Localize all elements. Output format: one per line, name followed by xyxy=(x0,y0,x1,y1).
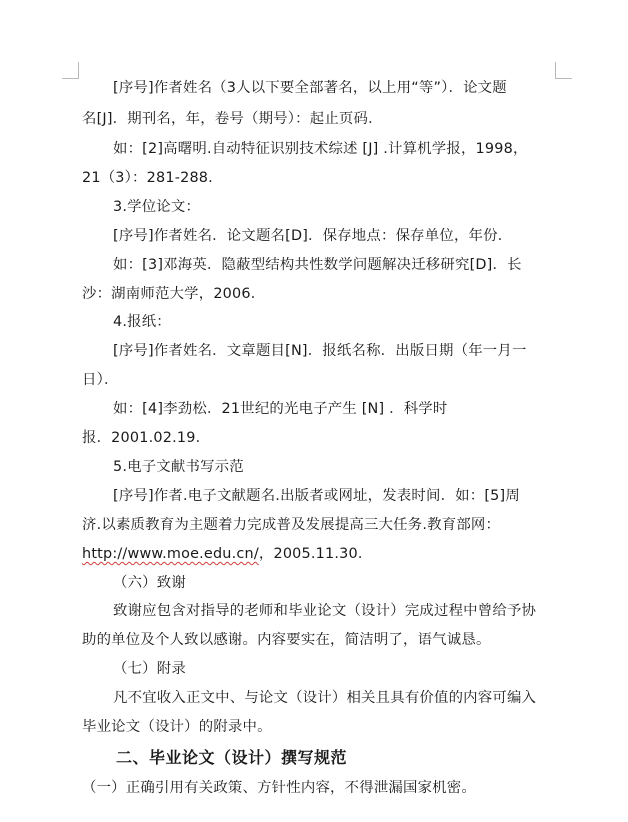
text-line: 21（3）：281-288. xyxy=(82,170,213,186)
section-heading: （六）致谢 xyxy=(113,575,186,591)
url-line xyxy=(82,544,372,564)
text-line: （一）正确引用有关政策、方针性内容，不得泄漏国家机密。 xyxy=(82,780,476,796)
text-line: 如：[3]邓海英．隐蔽型结构共性数学问题解决迁移研究[D]．长 xyxy=(113,257,522,273)
text-line: 毕业论文（设计）的附录中。 xyxy=(82,719,272,735)
text-line: 致谢应包含对指导的老师和毕业论文（设计）完成过程中曾给予协 xyxy=(113,603,537,619)
text-line: 凡不宜收入正文中、与论文（设计）相关且具有价值的内容可编入 xyxy=(113,690,537,706)
section-heading: （七）附录 xyxy=(113,661,186,677)
text-line: 济.以素质教育为主题着力完成普及发展提高三大任务.教育部网： xyxy=(82,517,501,533)
text-line: [序号]作者.电子文献题名.出版者或网址，发表时间．如：[5]周 xyxy=(113,488,520,504)
left-margin-corner-mark xyxy=(62,62,79,79)
text-line: [序号]作者姓名．论文题名[D]．保存地点：保存单位，年份． xyxy=(113,228,513,244)
text-line: 助的单位及个人致以感谢。内容要实在，简洁明了，语气诚恳。 xyxy=(82,632,491,648)
text-line: 名[J]．期刊名，年，卷号（期号）：起止页码． xyxy=(82,111,383,127)
text-line: 3.学位论文： xyxy=(113,199,201,215)
text-line: 4.报纸： xyxy=(113,314,171,330)
text-line: [序号]作者姓名．文章题目[N]．报纸名称．出版日期（年一月一 xyxy=(113,343,527,359)
right-margin-corner-mark xyxy=(555,62,572,79)
url-line-suffix: ，2005.11.30． xyxy=(258,546,373,562)
chapter-heading: 二、毕业论文（设计）撰写规范 xyxy=(116,748,348,767)
text-line: 如：[2]高曙明.自动特征识别技术综述 [J] .计算机学报，1998， xyxy=(113,141,528,157)
text-line: 报．2001.02.19． xyxy=(82,430,211,446)
text-line: [序号]作者姓名（3人以下要全部著名，以上用“等”）．论文题 xyxy=(113,80,507,96)
text-line: 如：[4]李劲松．21世纪的光电子产生 [N] ．科学时 xyxy=(113,401,448,417)
text-line: 5.电子文献书写示范 xyxy=(113,459,244,475)
text-line: 日）． xyxy=(82,372,119,388)
text-line: 沙：湖南师范大学，2006． xyxy=(82,286,266,302)
url-link[interactable]: http://www.moe.edu.cn/ xyxy=(82,546,259,562)
